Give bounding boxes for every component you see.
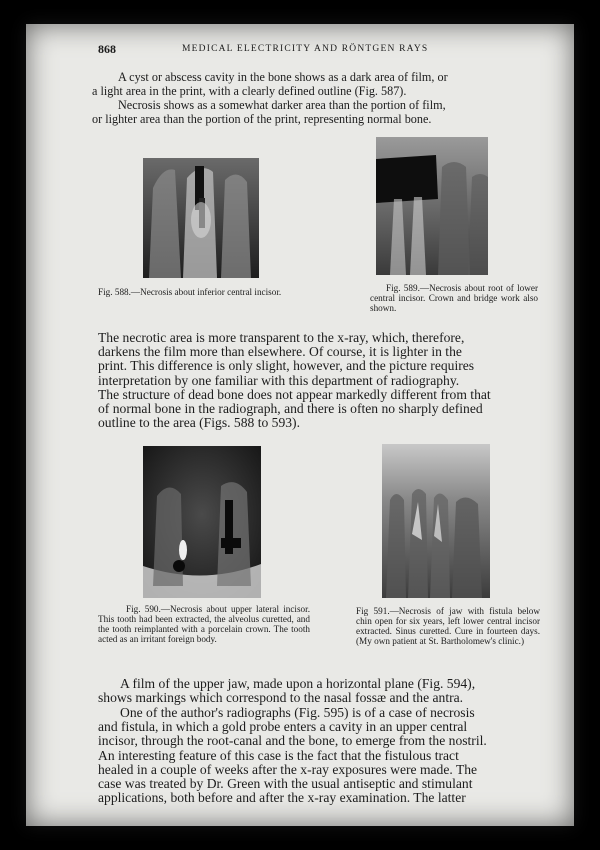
caption-fig-591: Fig 591.—Necrosis of jaw with fistula below chin open for six years, left lower central incisor extracted. Sinus curetted. Cure in fourteen days. (My own patient at St. Bartholomew's clinic.) bbox=[356, 606, 540, 646]
bottom-paragraph-1 bbox=[98, 677, 544, 705]
text-line: The structure of dead bone does not appear markedly different from that bbox=[98, 386, 491, 402]
text-line: A film of the upper jaw, made upon a horizontal plane (Fig. 594), bbox=[120, 676, 476, 691]
text-line: outline to the area (Figs. 588 to 593). bbox=[98, 415, 300, 431]
caption-fig-589: Fig. 589.—Necrosis about root of lower central incisor. Crown and bridge work also shown. bbox=[370, 283, 538, 313]
xray-image bbox=[382, 444, 490, 598]
text-line: incisor, through the root-canal and the bone, to emerge from the nostril. bbox=[98, 733, 487, 749]
text-line: a light area in the print, with a clearly defined outline (Fig. 587). bbox=[92, 84, 407, 98]
radiograph-fig-590 bbox=[143, 446, 261, 598]
radiograph-fig-591 bbox=[382, 444, 490, 598]
text-line: healed in a couple of weeks after the x-ray exposures were made. The bbox=[98, 761, 478, 777]
xray-image bbox=[376, 137, 488, 275]
text-line: print. This difference is only slight, however, and the picture requires bbox=[98, 358, 475, 374]
page-number: 868 bbox=[98, 42, 116, 56]
text-line: The necrotic area is more transparent to the x-ray, which, therefore, bbox=[98, 330, 465, 345]
text-line: One of the author's radiographs (Fig. 595) is of a case of necrosis bbox=[120, 705, 475, 720]
xray-image bbox=[143, 158, 259, 278]
running-head: MEDICAL ELECTRICITY AND RÖNTGEN RAYS bbox=[182, 44, 429, 54]
radiograph-fig-589 bbox=[376, 137, 488, 275]
text-line: and fistula, in which a gold probe enters a cavity in an upper central bbox=[98, 719, 468, 735]
radiograph-fig-588 bbox=[143, 158, 259, 278]
text-line: or lighter area than the portion of the print, representing normal bone. bbox=[92, 112, 432, 126]
text-line: shows markings which correspond to the nasal fossæ and the antra. bbox=[98, 690, 464, 706]
text-line: interpretation by one familiar with this department of radiography. bbox=[98, 372, 460, 388]
caption-fig-588: Fig. 588.—Necrosis about inferior central incisor. bbox=[98, 287, 282, 297]
text-line: case was treated by Dr. Green with the usual antiseptic and stimulant bbox=[98, 776, 473, 792]
text-line: Necrosis shows as a somewhat darker area than the portion of film, bbox=[118, 98, 446, 112]
text-line: An interesting feature of this case is the fact that the fistulous tract bbox=[98, 747, 459, 763]
text-line: A cyst or abscess cavity in the bone shows as a dark area of film, or bbox=[118, 70, 448, 84]
text-line: applications, both before and after the x-ray examination. The latter bbox=[98, 790, 466, 806]
intro-paragraph bbox=[92, 70, 556, 126]
book-page bbox=[26, 24, 574, 826]
bottom-paragraph-2 bbox=[98, 706, 544, 805]
text-line: of normal bone in the radiograph, and there is often no sharply defined bbox=[98, 401, 483, 417]
text-line: darkens the film more than elsewhere. Of course, it is lighter in the bbox=[98, 344, 462, 360]
caption-fig-590: Fig. 590.—Necrosis about upper lateral incisor. This tooth had been extracted, the alveolus curetted, and the tooth reimplanted with a porcelain crown. The tooth acted as an irritant foreign body. bbox=[98, 604, 310, 644]
middle-paragraph bbox=[98, 331, 544, 430]
page-header bbox=[98, 42, 554, 58]
xray-image bbox=[143, 446, 261, 598]
